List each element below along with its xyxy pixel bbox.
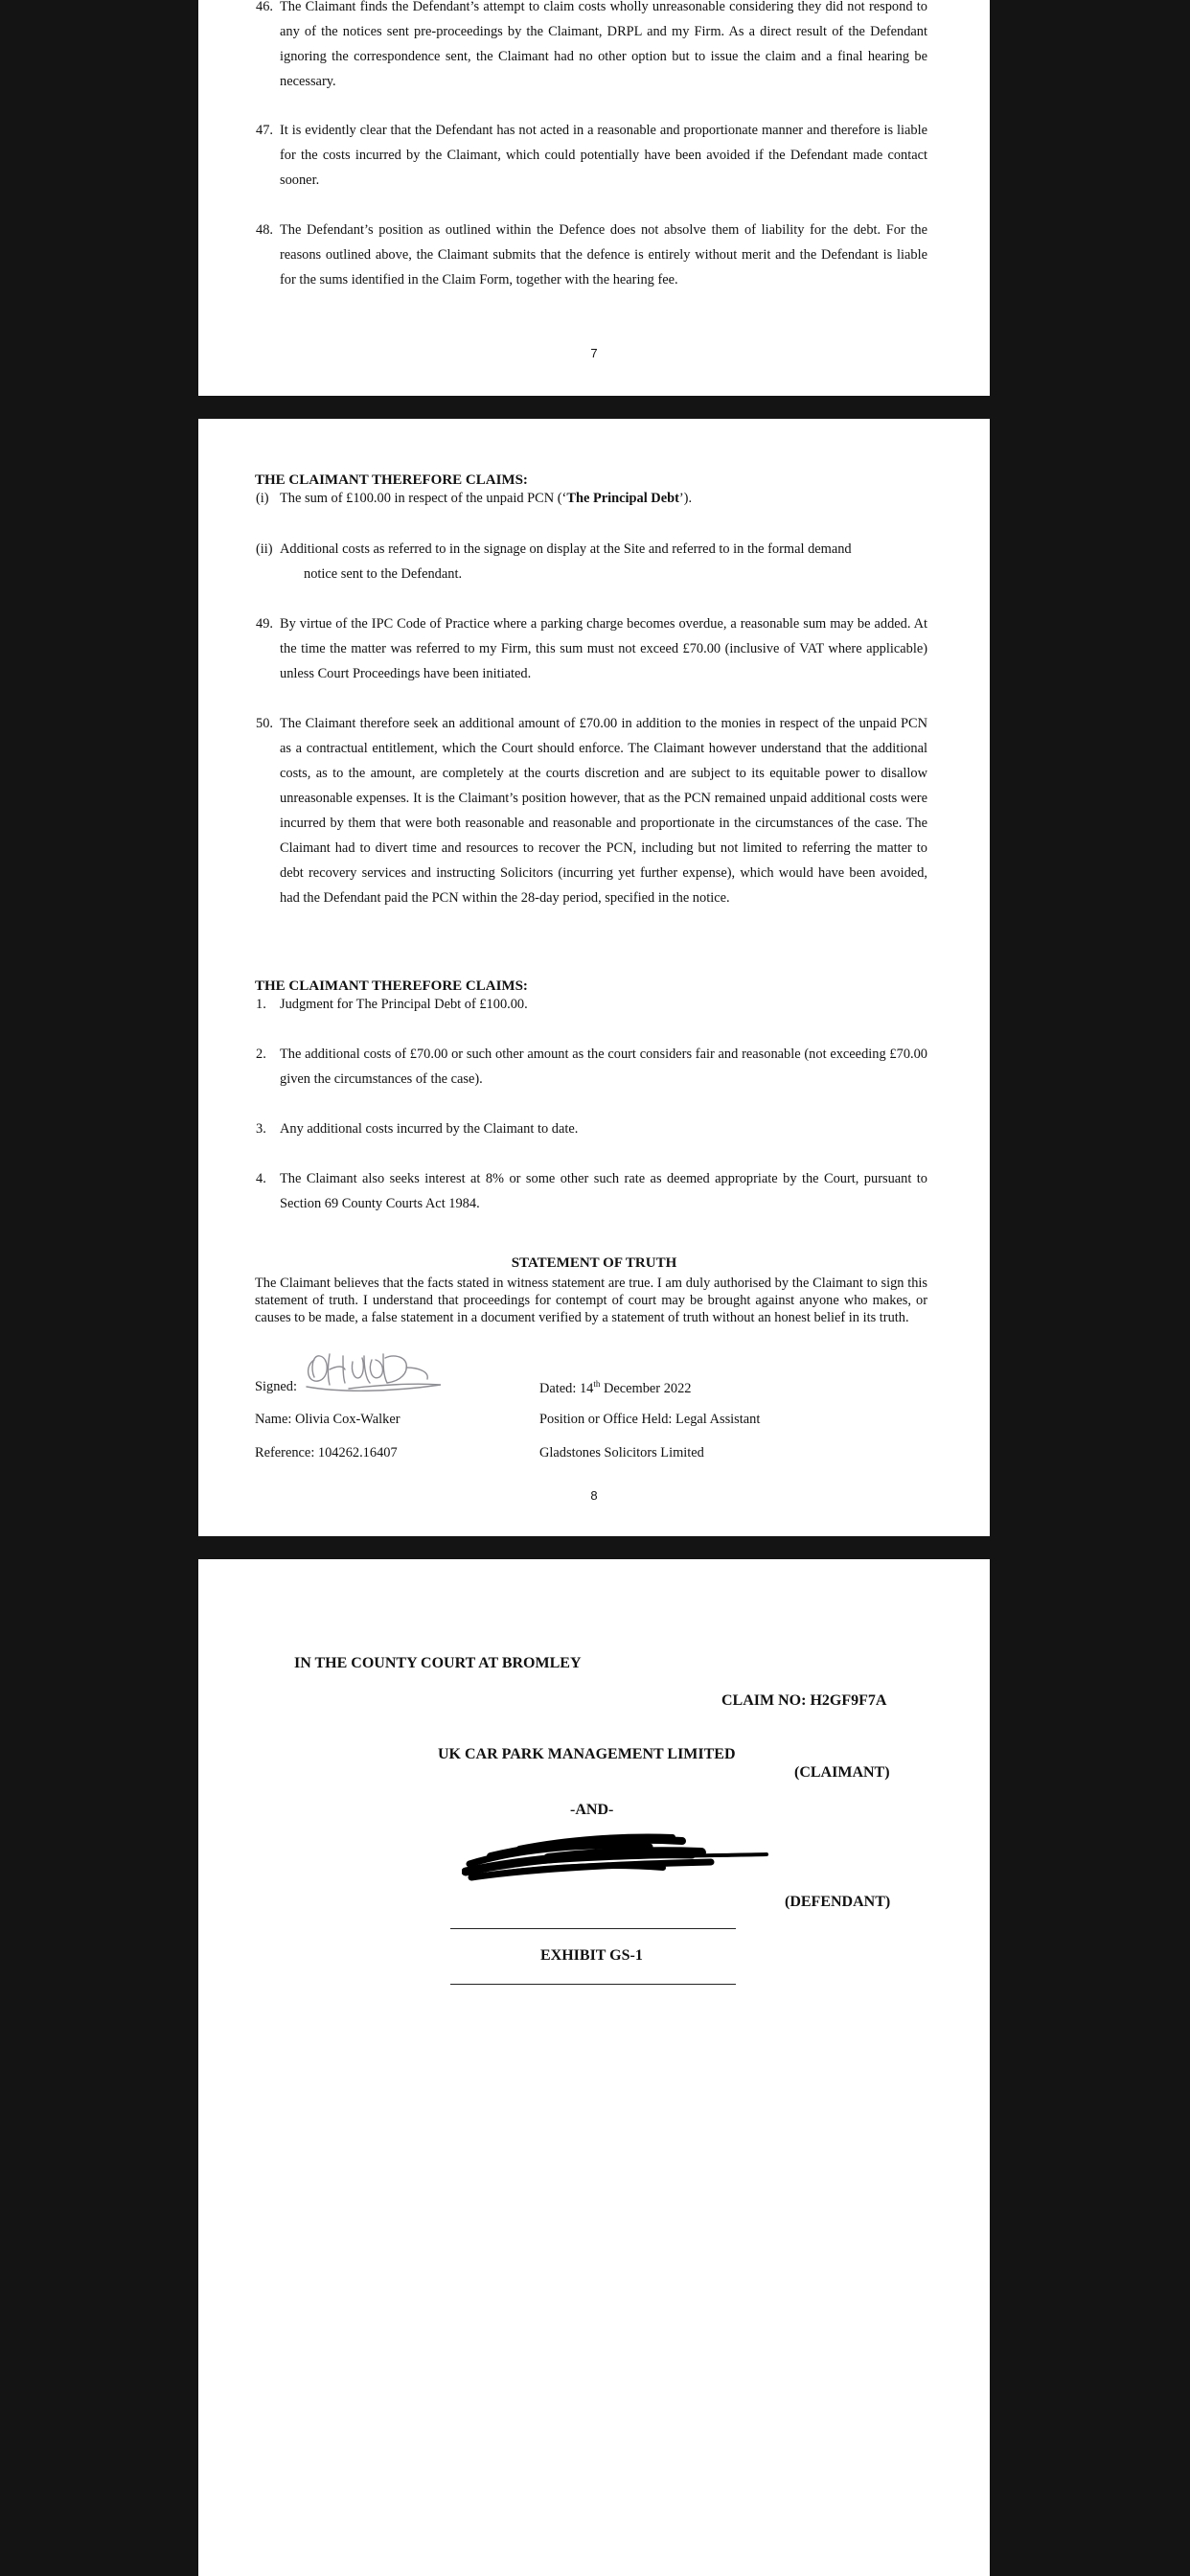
defendant-role: (DEFENDANT): [785, 1894, 891, 1910]
paragraph-text: The Claimant finds the Defendant’s attempt to claim costs wholly unreasonable considering they did not respond to any of the notices sent pre-proceedings by the Claimant, DRPL and my Firm. As a direct result of the Defendant ignoring the correspondence sent, the Claimant had no other option but to issue the claim and a final hearing be necessary.: [280, 0, 927, 89]
paragraph-49: [256, 611, 927, 686]
claim-2: [256, 1042, 927, 1092]
claim-3: [256, 1116, 927, 1141]
signed-label: Signed:: [255, 1379, 297, 1394]
paragraph-number: 47.: [256, 123, 273, 138]
reference-field: Reference: 104262.16407: [255, 1445, 398, 1460]
redacted-defendant-name: [462, 1829, 770, 1887]
name-field: Name: Olivia Cox-Walker: [255, 1412, 400, 1427]
paragraph-text: The Claimant therefore seek an additional amount of £70.00 in addition to the monies in respect of the unpaid PCN as a contractual entitlement, which the Court should enforce. The Claimant however understand that the additional costs, as to the amount, are completely at the courts discretion and are subject to its equitable power to disallow unreasonable expenses. It is the Claimant’s position however, that as the PCN remained unpaid additional costs were incurred by them that were both reasonable and reasonable and proportionate in the circumstances of the case. The Claimant had to divert time and resources to recover the PCN, including but not limited to referring the matter to debt recovery services and instructing Solicitors (incurring yet further expense), which would have been avoided, had the Defendant paid the PCN within the 28-day period, specified in the notice.: [280, 716, 927, 906]
claim-number: CLAIM NO: H2GF9F7A: [721, 1692, 887, 1709]
statement-of-truth-text: The Claimant believes that the facts stated in witness statement are true. I am duly authorised by the Claimant to sign this statement of truth. I understand that proceedings for contempt of court may be brought against anyone who makes, or causes to be made, a false statement in a document verified by a statement of truth without an honest belief in its truth.: [255, 1276, 927, 1325]
paragraph-50: [256, 711, 927, 910]
document-page-7: [198, 0, 990, 396]
claim-number: 1.: [256, 997, 266, 1012]
claim-item-ii: [256, 537, 927, 586]
court-name: IN THE COUNTY COURT AT BROMLEY: [294, 1655, 582, 1671]
dated-field: [539, 1379, 691, 1397]
page-number: 7: [590, 346, 598, 360]
claimant-role: (CLAIMANT): [794, 1764, 890, 1781]
item-number: (ii): [256, 541, 273, 557]
claim-4: [256, 1166, 927, 1216]
dated-prefix: Dated: 14: [539, 1380, 594, 1396]
claim-text: Judgment for The Principal Debt of £100.00.: [280, 997, 528, 1012]
paragraph-47: [256, 118, 927, 193]
dated-ordinal: th: [593, 1379, 601, 1389]
claim-text: Any additional costs incurred by the Claimant to date.: [280, 1121, 579, 1137]
claimant-name: UK CAR PARK MANAGEMENT LIMITED: [438, 1746, 736, 1762]
paragraph-text: By virtue of the IPC Code of Practice where a parking charge becomes overdue, a reasonable sum may be added. At the time the matter was referred to my Firm, this sum must not exceed £70.00 (inclusive of VAT where applicable) unless Court Proceedings have been initiated.: [280, 616, 927, 681]
claims-heading-2: THE CLAIMANT THEREFORE CLAIMS:: [255, 978, 528, 994]
paragraph-number: 50.: [256, 716, 273, 731]
paragraph-text: It is evidently clear that the Defendant has not acted in a reasonable and proportionate manner and therefore is liable for the costs incurred by the Claimant, which could potentially have been avoided if the Defendant made contact sooner.: [280, 123, 927, 188]
claim-1: [256, 992, 927, 1017]
paragraph-number: 46.: [256, 0, 273, 14]
principal-debt-term: The Principal Debt: [566, 491, 679, 506]
item-number: (i): [256, 491, 269, 506]
paragraph-text: The Defendant’s position as outlined within the Defence does not absolve them of liability for the debt. For the reasons outlined above, the Claimant submits that the defence is entirely without merit and the Defendant is liable for the sums identified in the Claim Form, together with the hearing fee.: [280, 222, 927, 288]
claims-heading: THE CLAIMANT THEREFORE CLAIMS:: [255, 472, 528, 488]
document-page-exhibit: [198, 1559, 990, 2576]
item-text-end: ’).: [678, 491, 693, 506]
page-number: 8: [590, 1488, 598, 1503]
claim-number: 3.: [256, 1121, 266, 1137]
claim-item-i: [256, 486, 927, 511]
item-text-line1: Additional costs as referred to in the signage on display at the Site and referred to in the formal demand: [280, 541, 852, 557]
exhibit-label: EXHIBIT GS-1: [540, 1947, 643, 1964]
paragraph-48: [256, 218, 927, 292]
claim-text: The additional costs of £70.00 or such other amount as the court considers fair and reasonable (not exceeding £70.00 given the circumstances of the case).: [280, 1046, 927, 1087]
paragraph-number: 48.: [256, 222, 273, 238]
document-page-8: [198, 419, 990, 1536]
statement-of-truth-title: STATEMENT OF TRUTH: [511, 1255, 677, 1271]
item-text-start: The sum of £100.00 in respect of the unpaid PCN (‘: [280, 491, 567, 506]
claim-number: 4.: [256, 1171, 266, 1186]
signature-image: [301, 1348, 445, 1394]
paragraph-46: [256, 0, 927, 94]
claim-number: 2.: [256, 1046, 266, 1062]
paragraph-number: 49.: [256, 616, 273, 632]
dated-suffix: December 2022: [600, 1380, 692, 1396]
claim-text: The Claimant also seeks interest at 8% or some other such rate as deemed appropriate by the Court, pursuant to Section 69 County Courts Act 1984.: [280, 1171, 927, 1211]
firm-field: Gladstones Solicitors Limited: [539, 1445, 704, 1460]
position-field: Position or Office Held: Legal Assistant: [539, 1412, 761, 1427]
item-text-line2: notice sent to the Defendant.: [304, 566, 463, 582]
exhibit-top-rule: [450, 1928, 736, 1929]
exhibit-bottom-rule: [450, 1984, 736, 1985]
and-separator: -AND-: [570, 1802, 614, 1818]
